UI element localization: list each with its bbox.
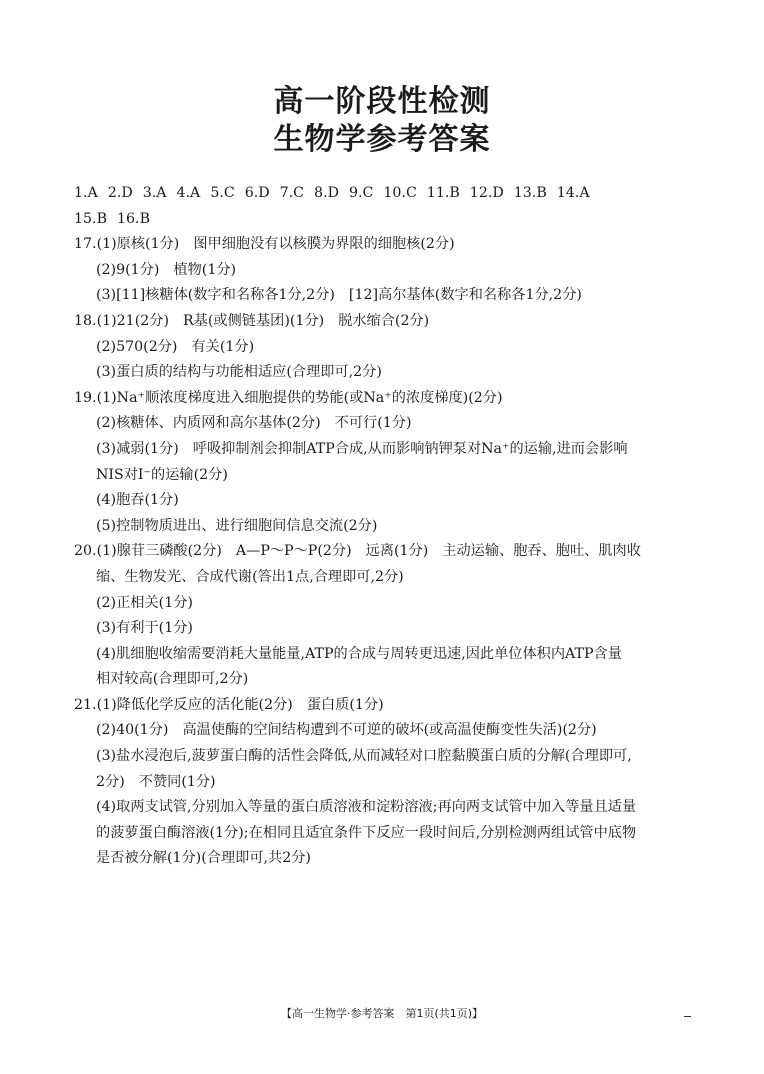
mc-answer: 5.C <box>210 185 235 201</box>
q21-p3-answer-c: 不赞同(1分) <box>138 773 216 790</box>
mc-answer: 16.B <box>117 210 150 227</box>
q19-part5 <box>74 514 694 540</box>
q19-p1-answer: 19.(1)Na⁺顺浓度梯度进入细胞提供的势能(或Na⁺的浓度梯度)(2分) <box>74 389 503 406</box>
q20-p1-answer-c: 远离(1分) <box>365 543 429 560</box>
q21-part2 <box>74 718 694 744</box>
q17-p1-answer: 17.(1)原核(1分) <box>74 236 180 253</box>
mc-answers-row-2 <box>74 207 694 233</box>
q18-p2-answer-a: (2)570(2分) <box>96 338 178 355</box>
mc-answer: 8.D <box>314 185 339 201</box>
q21-part4-cont1 <box>74 821 694 847</box>
q21-part4 <box>74 795 694 821</box>
q20-part3 <box>74 616 694 642</box>
page-subtitle: 生物学参考答案 <box>273 122 491 157</box>
q20-part2 <box>74 591 694 617</box>
q21-part4-cont2 <box>74 846 694 872</box>
q20-p3-answer: (3)有利于(1分) <box>96 620 193 637</box>
q19-part1 <box>74 386 694 412</box>
q20-p2-answer: (2)正相关(1分) <box>96 594 193 611</box>
q21-p4-answer-a: (4)取两支试管,分别加入等量的蛋白质溶液和淀粉溶液;再向两支试管中加入等量且适量 <box>96 799 637 816</box>
q20-p4-answer-b: 相对较高(合理即可,2分) <box>96 671 249 688</box>
q18-p1-answer-b: R基(或侧链基团)(1分) <box>183 312 325 329</box>
mc-answer: 11.B <box>426 185 460 201</box>
q20-part1 <box>74 539 694 565</box>
answer-body <box>74 181 694 872</box>
mc-answer: 14.A <box>556 185 590 201</box>
q20-p4-answer-a: (4)肌细胞收缩需要消耗大量能量,ATP的合成与周转更迅速,因此单位体积内ATP含量 <box>96 645 622 662</box>
mc-answer: 12.D <box>469 185 504 201</box>
q18-p3-answer: (3)蛋白质的结构与功能相适应(合理即可,2分) <box>96 364 382 381</box>
mc-answer: 10.C <box>383 185 417 201</box>
mc-answer: 13.B <box>513 185 547 201</box>
q18-p1-answer-a: 18.(1)21(2分) <box>74 312 169 329</box>
q19-p3-answer-a: (3)减弱(1分) <box>96 440 179 457</box>
mc-answer: 15.B <box>74 210 107 227</box>
q21-p1-answer-b: 蛋白质(1分) <box>306 696 384 713</box>
q17-p2-answer: (2)9(1分) <box>96 261 160 278</box>
q20-p1-answer-d: 主动运输、胞吞、胞吐、肌肉收 <box>442 543 641 560</box>
mc-answer: 3.A <box>142 185 167 201</box>
corner-mark <box>684 1016 691 1017</box>
q19-part3-cont <box>74 463 694 489</box>
mc-answers-row-1 <box>74 181 694 207</box>
mc-answer: 2.D <box>107 185 133 201</box>
q17-p3-answer-a: (3)[11]核糖体(数字和名称各1分,2分) <box>96 287 335 304</box>
q19-p5-answer: (5)控制物质进出、进行细胞间信息交流(2分) <box>96 517 378 534</box>
q21-p1-answer-a: 21.(1)降低化学反应的活化能(2分) <box>74 696 293 713</box>
q19-p4-answer: (4)胞吞(1分) <box>96 492 179 509</box>
q17-part1 <box>74 232 694 258</box>
page-footer: 【高一生物学·参考答案 第1页(共1页)】 <box>280 1007 484 1020</box>
q18-p2-answer-b: 有关(1分) <box>191 338 255 355</box>
q17-p2-type: 植物(1分) <box>173 261 237 278</box>
q18-part3 <box>74 360 694 386</box>
q21-p2-answer-b: 高温使酶的空间结构遭到不可逆的破坏(或高温使酶变性失活)(2分) <box>182 722 597 739</box>
q17-part3 <box>74 283 694 309</box>
q19-p2-answer-b: 不可行(1分) <box>334 415 412 432</box>
mc-answer: 6.D <box>244 185 270 201</box>
mc-answer: 4.A <box>176 185 201 201</box>
mc-answer: 7.C <box>279 185 305 201</box>
page-title: 高一阶段性检测 <box>273 84 491 119</box>
q20-part4 <box>74 642 694 668</box>
q19-p3-answer-b: 呼吸抑制剂会抑制ATP合成,从而影响钠钾泵对Na⁺的运输,进而会影响 <box>192 440 628 457</box>
q17-part2 <box>74 258 694 284</box>
q21-p3-answer-b: 2分) <box>96 773 125 790</box>
q17-p3-answer-b: [12]高尔基体(数字和名称各1分,2分) <box>348 287 582 304</box>
q21-p2-answer-a: (2)40(1分) <box>96 722 169 739</box>
q19-part3 <box>74 437 694 463</box>
q18-part1 <box>74 309 694 335</box>
q21-p4-answer-b: 的菠萝蛋白酶溶液(1分);在相同且适宜条件下反应一段时间后,分别检测两组试管中底物 <box>96 824 637 841</box>
mc-answer: 1.A <box>74 185 98 201</box>
q19-p2-answer-a: (2)核糖体、内质网和高尔基体(2分) <box>96 415 321 432</box>
q21-part3 <box>74 744 694 770</box>
q21-part1 <box>74 693 694 719</box>
q17-p1-reason: 图甲细胞没有以核膜为界限的细胞核(2分) <box>193 236 455 253</box>
q21-part3-cont <box>74 770 694 796</box>
mc-answer: 9.C <box>348 185 374 201</box>
q20-p1-answer-e: 缩、生物发光、合成代谢(答出1点,合理即可,2分) <box>96 568 404 585</box>
q18-p1-answer-c: 脱水缩合(2分) <box>338 312 430 329</box>
q20-p1-answer-a: 20.(1)腺苷三磷酸(2分) <box>74 543 222 560</box>
q21-p4-answer-c: 是否被分解(1分)(合理即可,共2分) <box>96 850 311 867</box>
q19-p3-answer-c: NIS对I⁻的运输(2分) <box>96 466 228 483</box>
q20-p1-answer-b: A—P～P～P(2分) <box>235 543 352 560</box>
q19-part2 <box>74 411 694 437</box>
q20-part1-cont <box>74 565 694 591</box>
q21-p3-answer-a: (3)盐水浸泡后,菠萝蛋白酶的活性会降低,从而减轻对口腔黏膜蛋白质的分解(合理即可, <box>96 748 632 765</box>
q20-part4-cont <box>74 667 694 693</box>
q19-part4 <box>74 488 694 514</box>
q18-part2 <box>74 335 694 361</box>
